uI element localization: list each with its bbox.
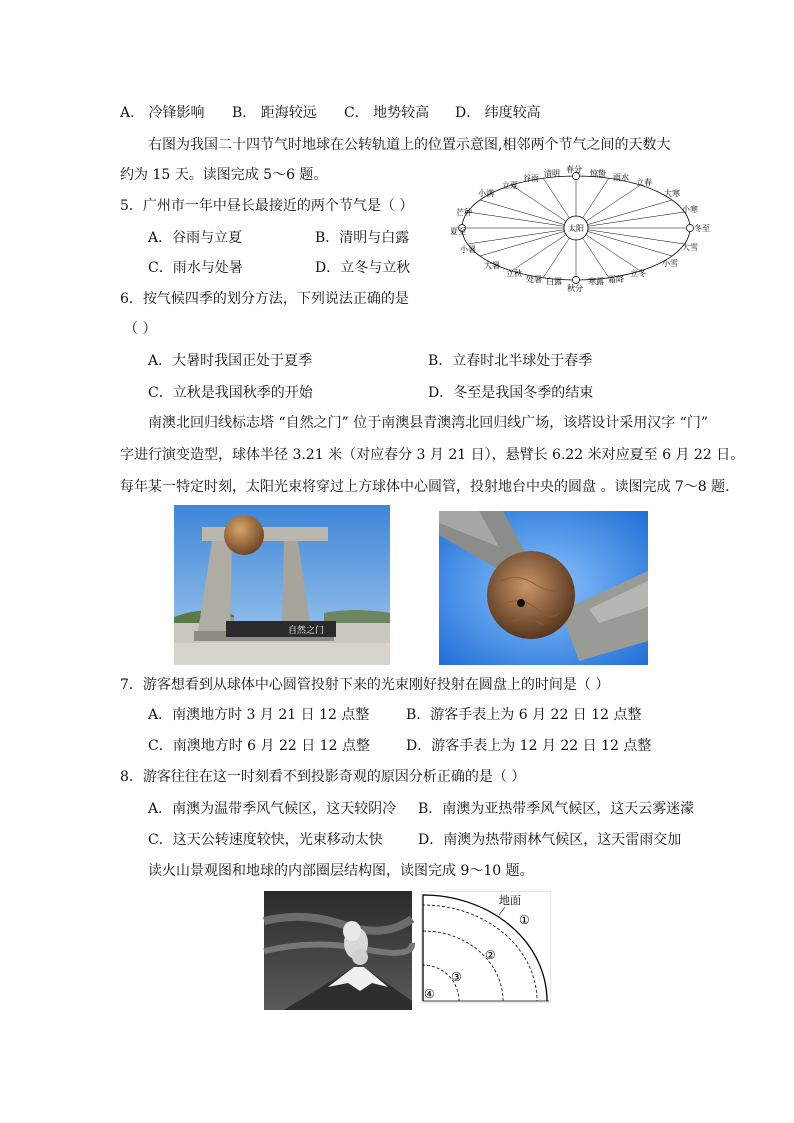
term-label: 白露 <box>546 277 562 286</box>
intro-7-8-line2: 字进行演变造型，球体半径 3.21 米（对应春分 3 月 21 日），悬臂长 6.22 米对应夏至 6 月 22 日。 <box>120 447 745 463</box>
intro-5-6-line2: 约为 15 天。读图完成 5～6 题。 <box>120 167 328 183</box>
q5-option-c: C．雨水与处暑 <box>148 260 243 276</box>
q4-option-c: C． 地势较高 <box>344 105 430 121</box>
q7-option-c: C．南澳地方时 6 月 22 日 12 点整 <box>148 738 370 754</box>
term-label: 冬至 <box>694 224 710 233</box>
term-label: 小暑 <box>460 245 476 254</box>
monument-photo <box>174 505 390 665</box>
layer-2-label: ② <box>485 948 496 962</box>
term-label: 芒种 <box>456 208 472 217</box>
q8-option-a: A．南澳为温带季风气候区，这天较阴冷 <box>148 801 397 817</box>
q5-option-b: B．清明与白露 <box>315 230 410 246</box>
monument-sign-text: 自然之门 <box>287 626 325 636</box>
q5-stem: 5．广州市一年中昼长最接近的两个节气是（ ） <box>120 198 414 214</box>
q6-stem: 6．按气候四季的划分方法，下列说法正确的是 <box>120 291 409 307</box>
q6-option-c: C．立秋是我国秋季的开始 <box>148 385 313 401</box>
term-label: 小满 <box>478 189 494 198</box>
term-label: 小寒 <box>682 205 698 214</box>
q7-option-a: A．南澳地方时 3 月 21 日 12 点整 <box>148 707 370 723</box>
term-label: 惊蛰 <box>590 169 606 178</box>
term-label: 立春 <box>636 178 652 187</box>
earth-autumn-equinox-icon <box>573 277 580 284</box>
layer-3-label: ③ <box>451 970 462 984</box>
intro-7-8-line1: 南澳北回归线标志塔 “自然之门” 位于南澳县青澳湾北回归线广场，该塔设计采用汉字 “门” <box>148 415 708 431</box>
term-label: 小雪 <box>662 259 678 268</box>
term-label: 春分 <box>566 165 582 174</box>
term-label: 立冬 <box>630 269 646 278</box>
layer-1-label: ① <box>519 913 530 927</box>
q5-option-a: A．谷雨与立夏 <box>148 230 243 246</box>
sphere-photo <box>439 511 648 665</box>
term-label: 秋分 <box>567 284 583 293</box>
center-tube-hole <box>517 599 525 607</box>
solar-terms-orbit-diagram <box>448 160 708 295</box>
q6-option-d: D．冬至是我国冬季的结束 <box>428 385 594 401</box>
q8-option-b: B．南澳为亚热带季风气候区，这天云雾迷濛 <box>418 801 695 817</box>
term-label: 立秋 <box>506 269 522 278</box>
term-label: 寒露 <box>588 277 604 286</box>
q7-option-b: B．游客手表上为 6 月 22 日 12 点整 <box>406 707 642 723</box>
term-label: 谷雨 <box>523 174 539 183</box>
term-label: 夏至 <box>450 227 466 236</box>
term-label: 雨水 <box>613 173 629 182</box>
term-label: 大寒 <box>664 189 680 198</box>
q8-stem: 8．游客往往在这一时刻看不到投影奇观的原因分析正确的是（ ） <box>120 769 526 785</box>
q8-option-d: D．南澳为热带雨林气候区，这天雷雨交加 <box>418 832 682 848</box>
intro-7-8-line3: 每年某一特定时刻，太阳光束将穿过上方球体中心圆管，投射地台中央的圆盘 。读图完成 7～8 题. <box>120 479 730 495</box>
q7-stem: 7．游客想看到从球体中心圆管投射下来的光束刚好投射在圆盘上的时间是（ ） <box>120 677 610 693</box>
term-label: 大暑 <box>484 261 500 270</box>
q7-option-d: D．游客手表上为 12 月 22 日 12 点整 <box>406 738 652 754</box>
term-label: 处暑 <box>526 275 542 284</box>
q6-option-a: A．大暑时我国正处于夏季 <box>148 353 313 369</box>
term-label: 霜降 <box>608 275 624 284</box>
q4-option-d: D． 纬度较高 <box>455 105 541 121</box>
layer-4-label: ④ <box>424 987 435 1001</box>
q5-option-d: D．立冬与立秋 <box>315 260 411 276</box>
q6-option-b: B．立春时北半球处于春季 <box>428 353 593 369</box>
q4-option-b: B． 距海较远 <box>232 105 317 121</box>
earth-layers-diagram <box>421 891 551 1003</box>
sun-label: 太阳 <box>568 224 584 233</box>
q8-option-c: C．这天公转速度较快，光束移动太快 <box>148 832 383 848</box>
term-label: 清明 <box>544 169 560 178</box>
intro-9-10: 读火山景观图和地球的内部圈层结构图，读图完成 9～10 题。 <box>148 863 534 879</box>
q4-option-a: A． 冷锋影响 <box>120 105 205 121</box>
q6-paren: （ ） <box>124 321 157 337</box>
surface-label: 地面 <box>499 894 521 907</box>
term-label: 大雪 <box>682 243 698 252</box>
volcano-photo <box>264 891 412 1010</box>
term-label: 立夏 <box>502 181 518 190</box>
earth-winter-solstice-icon <box>687 225 694 232</box>
intro-5-6-line1: 右图为我国二十四节气时地球在公转轨道上的位置示意图,相邻两个节气之间的天数大 <box>148 137 671 153</box>
